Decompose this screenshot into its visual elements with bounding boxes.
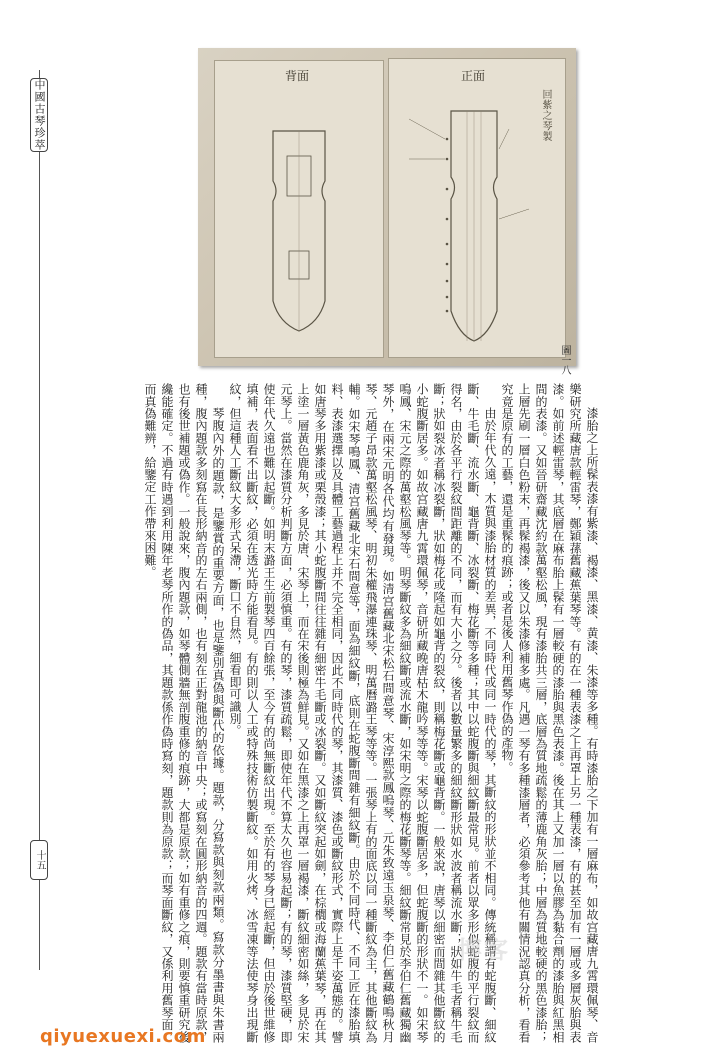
book-title-tab: 中國古琴珍萃 — [30, 78, 48, 152]
paragraph: 漆胎之上所髹表漆有紫漆、褐漆、黑漆、黄漆、朱漆等多種。有時漆胎之下加有一層麻布，如故宫藏唐九霄環佩琴、音樂研究所藏唐款輕雷琴，鄭穎蓀舊藏蕉葉琴等。有的在一種表漆之上再罩上另一種表漆，有的甚至加有一層或多層灰胎與表漆。如前述輕雷琴，其底層在麻布胎上髹有一層較硬的漆胎與黑色表漆。後在其上又加一層以魚膠為黏合劑的漆胎與紅黑相間的表漆。又如晉研齋藏沈約款萬壑松風，現有漆胎共三層，底層為質地疏鬆的薄鹿角灰胎；中層為質地較硬的黑色漆胎；上層先刷一層白色粉末，再髹褐漆，後又以朱漆修補多處。凡遇一琴有多種漆層者，必須參考其他有關情況認真分析，看看究竟是原有的工藝，還是重髹的痕跡；或者是後人利用舊琴作偽的產物。 — [500, 383, 599, 1043]
footer-url-link[interactable]: qiyuexuexi.com — [40, 1026, 206, 1047]
qin-front-outline — [389, 59, 565, 357]
paragraph: 由於年代久遠，木質與漆胎材質的差異，不同時代或同一時代的琴，其斷紋的形狀並不相同。傳統稱謂有蛇腹斷、細紋斷、牛毛斷、流水斷、龜背斷、冰裂斷、梅花斷等多種；其中以蛇腹斷與細紋斷最常見。前者以眾多形似蛇腹的平行裂紋而得名，由於各平行裂紋間距離的不同，而有大小之分。後者以數量繁多的細紋斷形狀如水波者稱流水斷；狀如牛毛者稱牛毛斷；狀如裂冰者稱冰裂斷，狀如梅花或隆起如龜背的裂紋，則稱梅花斷或龜背斷。一般來說，唐琴以細密而間雜其他斷紋的小蛇腹斷居多。如故宫藏唐九霄環佩琴，音研所藏晚唐枯木龍吟琴等等。宋琴以蛇腹斷居多，但蛇腹斷的形狀不一。如宋琴鳴鳳、宋元之際的萬壑松風琴等。明琴斷紋多為細紋斷或流水斷，如宋明之際的梅花斷琴等。細紋斷常見於李伯仁舊藏獨幽琴外，在兩宋元明各代均有發現。如清宫舊藏北宋松石間意琴、宋淳熙款鳳嗚琴、元朱致遠玉泉琴、李伯仁舊藏鶴鳴秋月琴、元趙子昂款萬壑松風琴、明初朱權飛瀑連珠琴、明萬曆潞王琴等等。一張琴上有的面底以同一種斷紋為主，其他斷紋為輔。如宋琴鳴鳳、清宫舊藏北宋石間意等，面為細紋斷，底則在蛇腹斷間雜有細紋斷。由於不同時代、不同工匠在漆胎填料、表漆選擇以及具體工藝過程上并不完全相同，因此不同時代的琴，其漆質、漆色或斷紋形式，實際上是千姿萬態的。譬如唐琴多用紫漆或栗殼漆；其小蛇腹斷間往往雜有細密牛毛斷或冰裂斷。又如斷紋突起如劍，在棕櫚或海蘭蕉葉琴，再在其上塗一層黃色鹿角灰，多見於唐、宋琴上，而在宋後則極為鮮見。又如在黑漆之上再罩一層褐漆，斷紋細密如絲，多見於宋元琴上。當然在漆質分析判斷方面，必須慎重。有的琴，漆質疏鬆，即使年代不算太久也容易起斷；有的琴，漆質堅硬，即使年代久遠也難以起斷。如明末潞王生前製琴四百餘張，至今有的尚無斷紋出現。至於有的琴身已經起斷，但由於後世維修填補，表面看不出斷紋，必須在透光時方能看見。有的則以人工或特殊技術仿製斷紋。如用火烤、冰雪凍等法使琴身出現斷紋，但這種人工斷紋大多形式呆滯，斷口不自然，細看即可識別。 — [228, 383, 497, 1043]
back-view-sheet — [214, 60, 384, 358]
qin-drawing-photo — [198, 48, 576, 366]
front-view-label: 正面 — [461, 69, 486, 83]
drawing-title: 回紫之琴製 — [540, 89, 551, 142]
side-margin — [0, 0, 44, 1059]
side-rule — [39, 70, 40, 970]
back-view-label: 背面 — [285, 69, 310, 83]
figure-caption: 圖一八 — [559, 345, 570, 375]
front-view-sheet — [388, 58, 566, 358]
paragraph: 琴腹內外的題款，是鑒賞的重要方面，也是鑒別真偽與斷代的依據。題款，分寫款與刻款兩類。寫款分墨書與朱書兩種，腹內題款多刻寫在長形納音的左右兩側，也有刻在正對龍池的納音中央；或寫刻在圓形納音的四週。題款有當時原款，也有後世補題或偽作。一般說來，腹內題款，如琴體側牆無剖腹重修的痕跡，大都是原款；如有重修之痕，則要慎重研究後纔能確定。不過有時遇到利用陳年老琴所作的偽品，其題款係作偽時寫刻，題款則為原款；而琴面斷紋，又係利用舊琴面，而真偽難辨，給鑒定工作帶來困難。 — [143, 383, 225, 1043]
qin-back-outline — [215, 61, 383, 357]
page-number: 十五 — [30, 840, 48, 880]
watermark: 博客 — [458, 936, 510, 964]
